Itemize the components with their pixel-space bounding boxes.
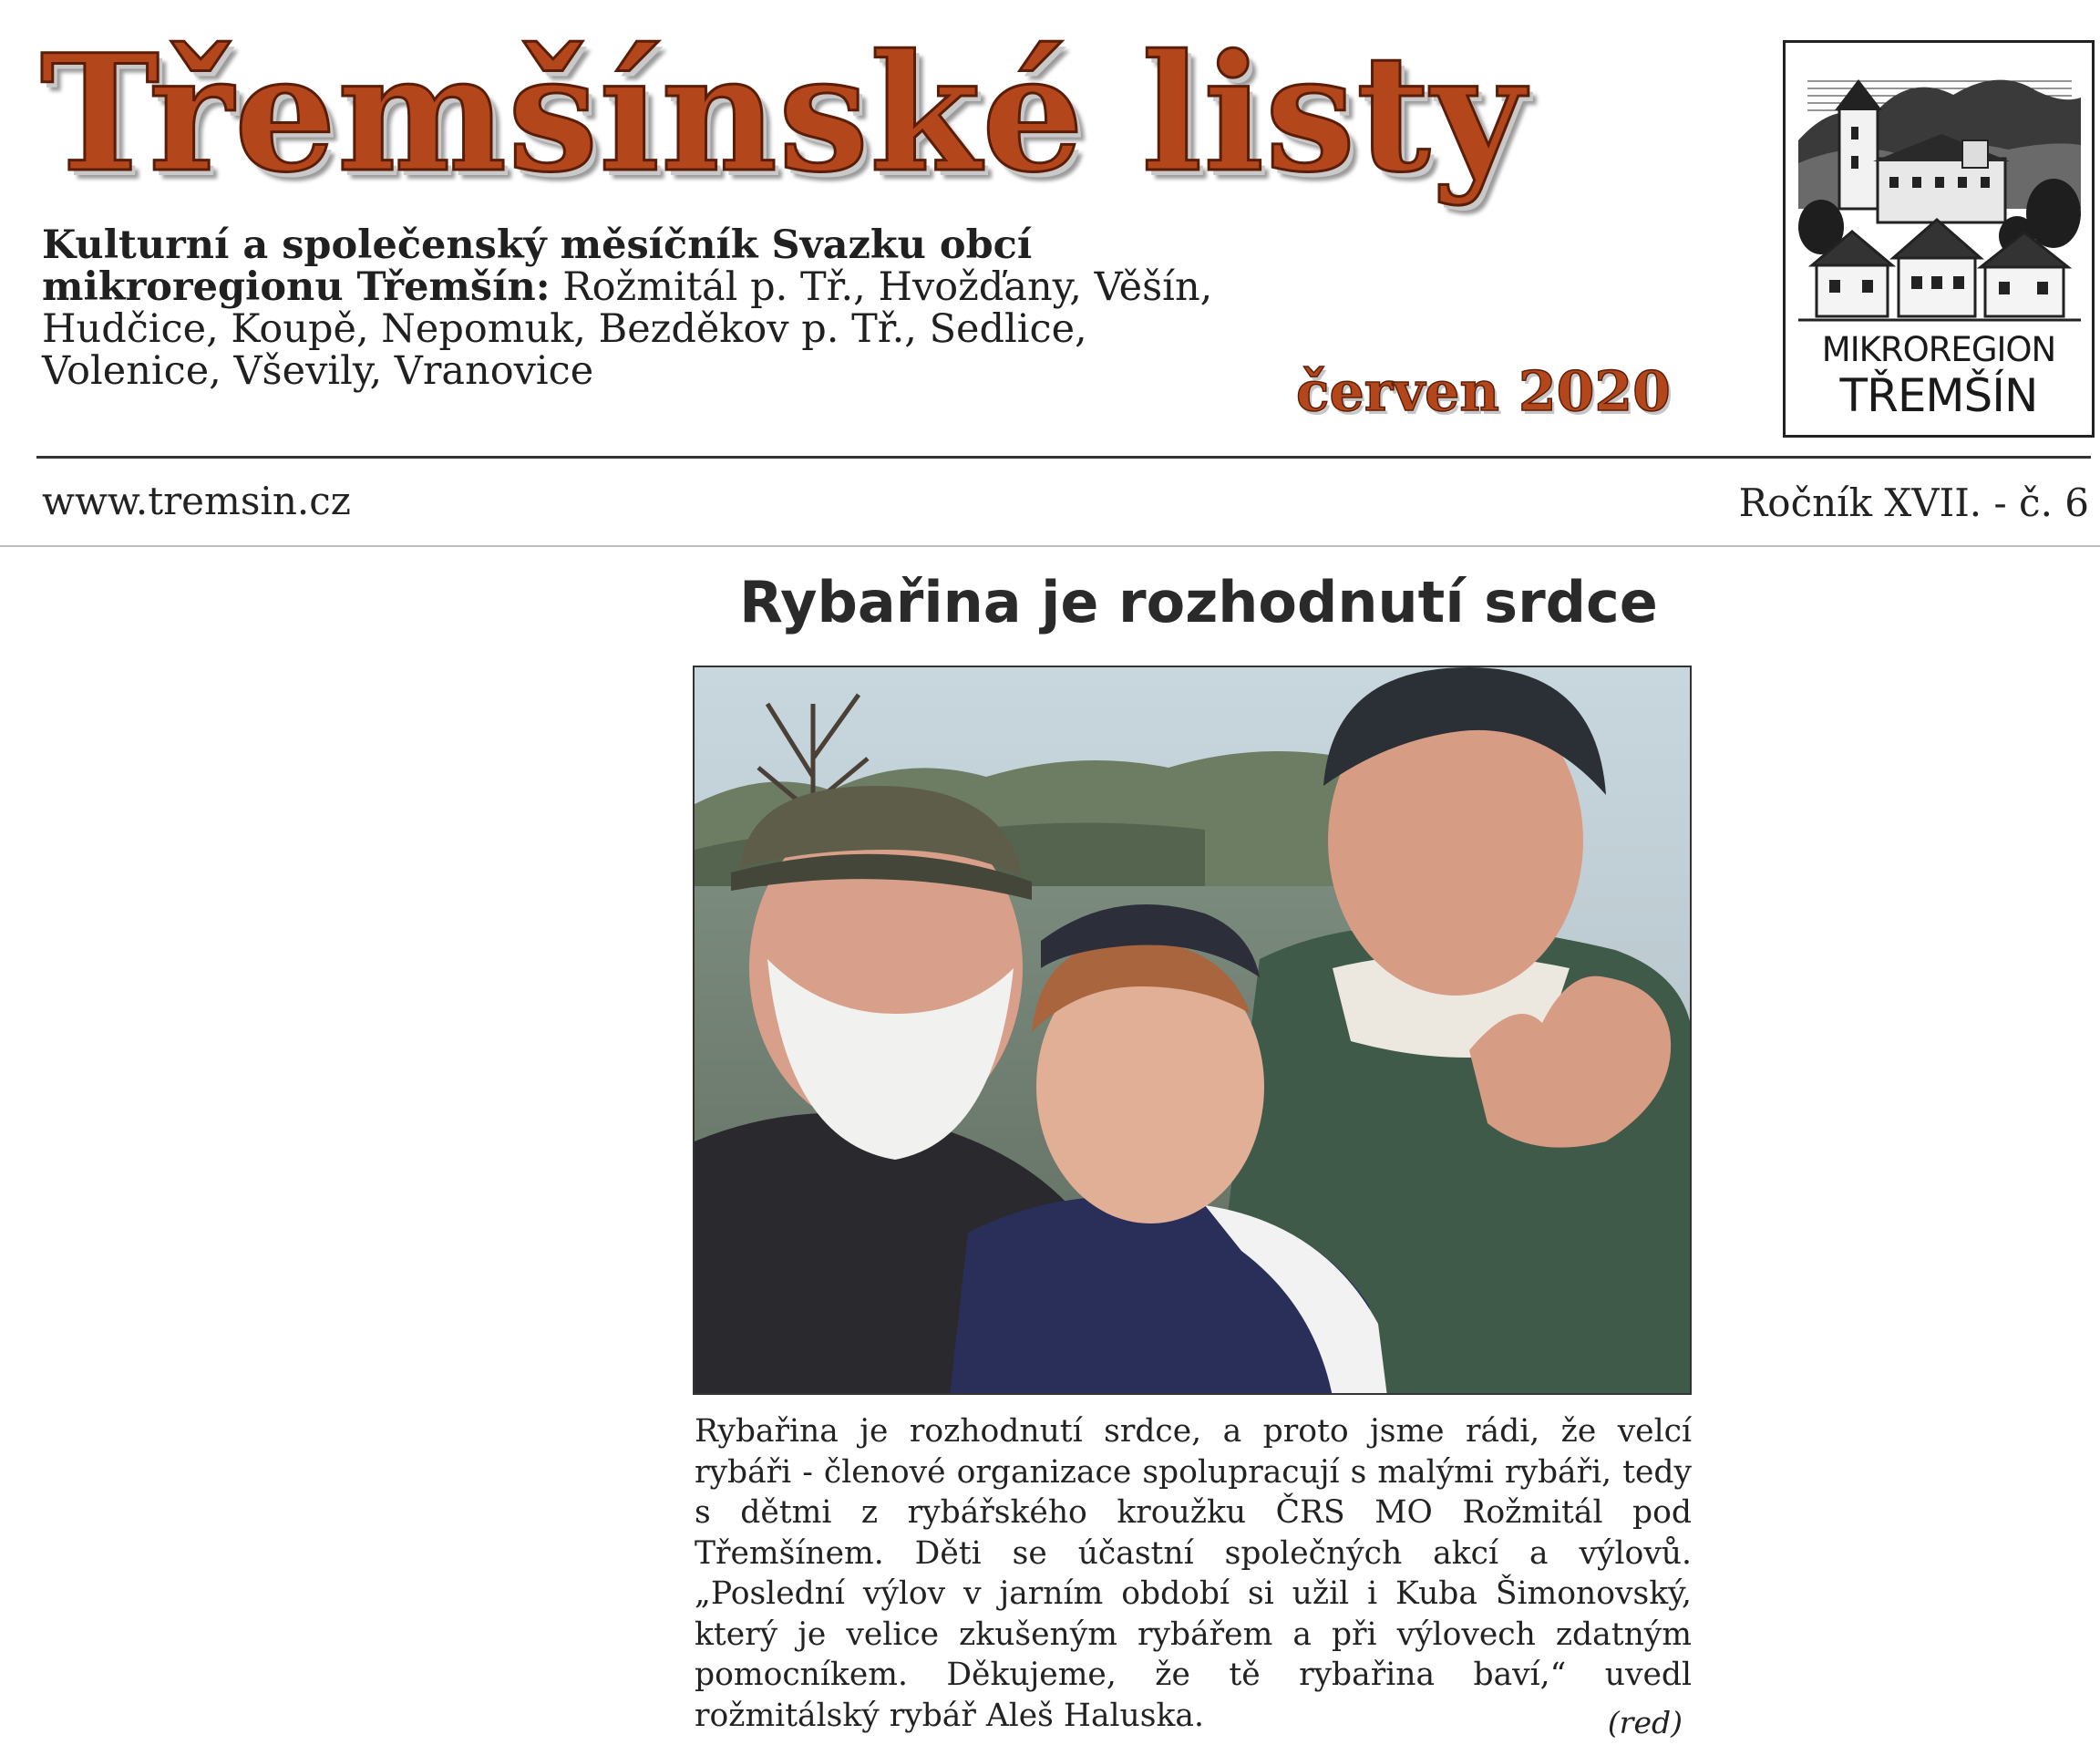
issue-month: červen 2020: [1296, 360, 1671, 424]
subtitle-bold: Kulturní a společenský měsíčník Svazku obcí mikroregionu Třemšín:: [42, 222, 1033, 310]
anglers-selfie-photo-icon: [695, 667, 1692, 1395]
castle-village-icon: [1798, 54, 2081, 327]
website-url: www.tremsin.cz: [42, 479, 351, 523]
logo-text-tremsin: TŘEMŠÍN: [1839, 369, 2038, 422]
masthead-divider: [36, 456, 2091, 459]
article-title: Rybařina je rozhodnutí srdce: [739, 569, 1658, 635]
logo-text-mikroregion: MIKROREGION: [1821, 330, 2056, 369]
subtitle-municipalities: Rožmitál p. Tř., Hvožďany, Věšín, Hudčice, Koupě, Nepomuk, Bezděkov p. Tř., Sedlice, Volenice, Vševily, Vranovice: [42, 264, 1213, 394]
volume-issue: Ročník XVII. - č. 6: [1738, 480, 2089, 525]
masthead-subtitle: [42, 224, 1227, 392]
article-photo: [693, 666, 1692, 1395]
masthead-title: Třemšínské listy: [40, 19, 1526, 208]
mikroregion-logo: [1783, 40, 2095, 438]
article-signature: (red): [1607, 1705, 1683, 1740]
page-cut-edge: [0, 545, 2100, 547]
article-body: Rybařina je rozhodnutí srdce, a proto jsme rádi, že velcí rybáři - členové organizace spolupracují s malými rybáři, tedy s dětmi z rybářského kroužku ČRS MO Rožmitál pod Třemšínem. Děti se účastní společných akcí a výlovů. „Poslední výlov v jarním období si užil i Kuba Šimonovský, který je velice zkušeným rybářem a při výlovech zdatným pomocníkem. Děkujeme, že tě rybařina baví,“ uvedl rožmitálský rybář Aleš Haluska.: [695, 1413, 1692, 1734]
